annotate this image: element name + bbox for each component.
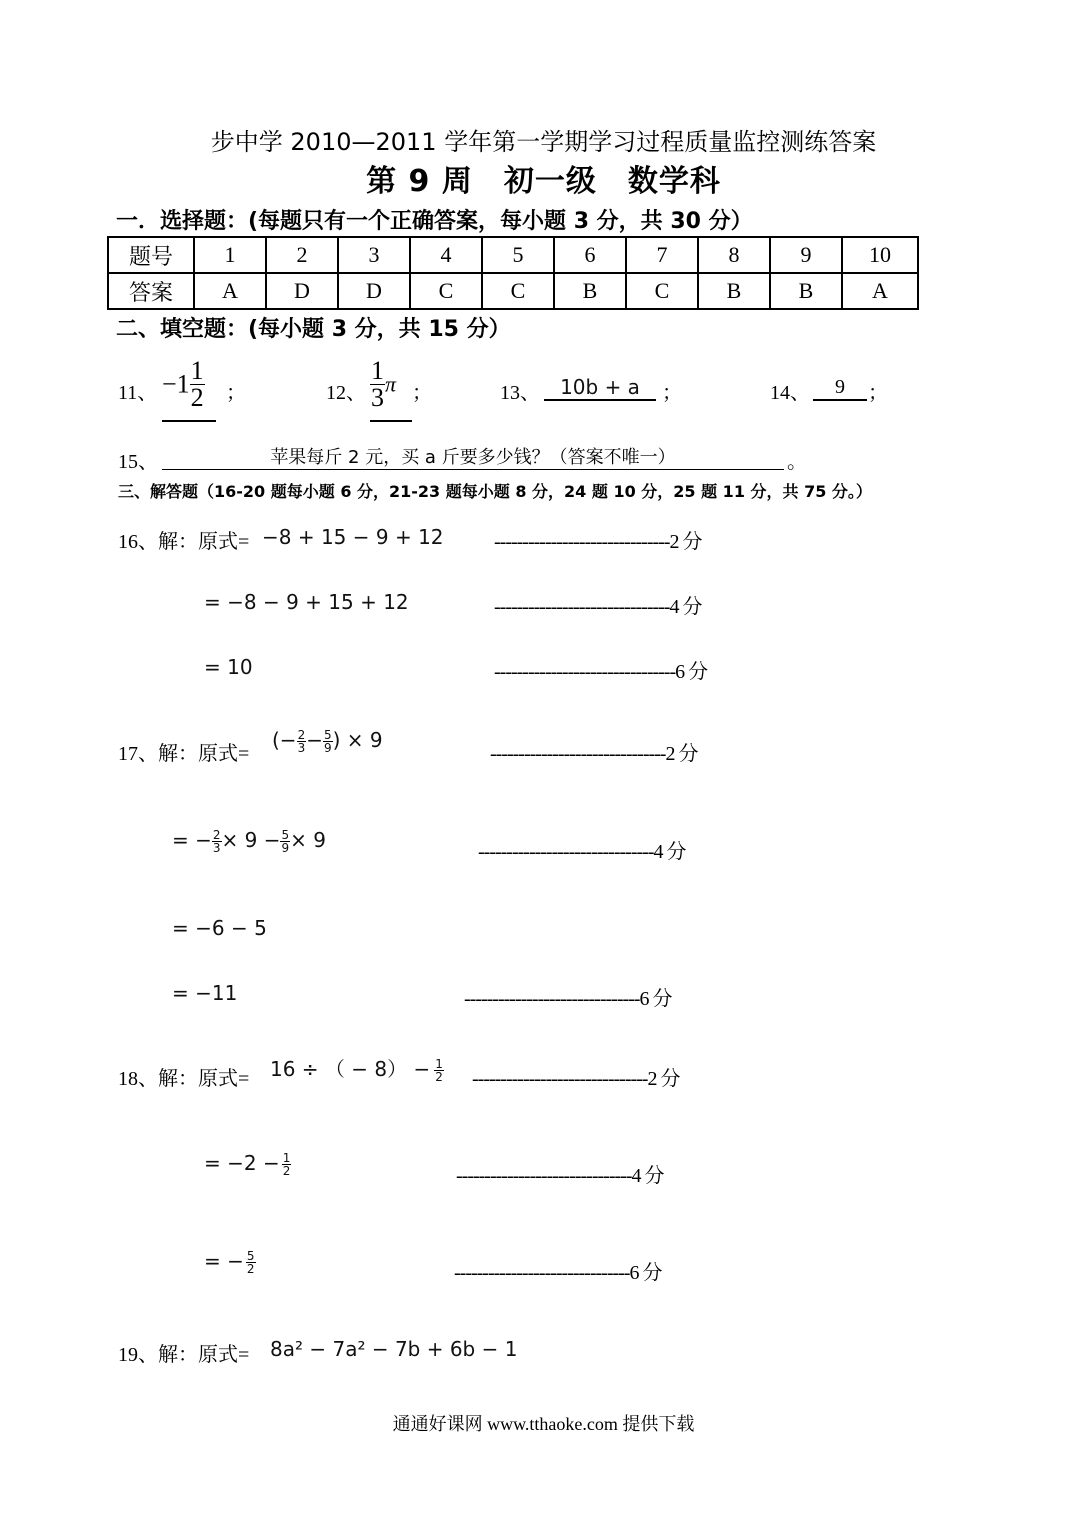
table-cell: C xyxy=(626,273,698,309)
q18-label: 18、解：原式= xyxy=(118,1068,250,1090)
open-paren: (− xyxy=(272,728,297,752)
section3-heading: 三、解答题（16-20 题每小题 6 分，21-23 题每小题 8 分，24 题 10 分，25 题 11 分，共 75 分。） xyxy=(118,482,872,501)
row-label-answer: 答案 xyxy=(108,273,194,309)
answer-table xyxy=(107,236,919,310)
expression: = − xyxy=(204,1249,244,1273)
q19-label: 19、解：原式= xyxy=(118,1344,250,1366)
denominator: 2 xyxy=(282,1164,291,1178)
q16-line2: = −8 − 9 + 15 + 12 xyxy=(204,590,409,614)
q11-fraction xyxy=(190,358,205,411)
table-cell: C xyxy=(410,273,482,309)
q12-fraction xyxy=(370,358,385,411)
q14-number: 14、 xyxy=(770,382,810,404)
q11-whole: −1 xyxy=(162,369,190,399)
fraction xyxy=(282,1152,292,1177)
denominator: 2 xyxy=(435,1070,443,1084)
eq-minus: = − xyxy=(172,828,212,852)
table-cell: D xyxy=(266,273,338,309)
q11-answer xyxy=(162,358,216,422)
pi-symbol: π xyxy=(385,371,397,397)
q12-answer xyxy=(370,358,412,422)
table-cell: 7 xyxy=(626,237,698,273)
table-row-answers xyxy=(108,273,918,309)
table-cell: A xyxy=(842,273,918,309)
numerator: 5 xyxy=(281,828,290,842)
table-cell: C xyxy=(482,273,554,309)
fraction xyxy=(323,729,333,754)
section2-heading: 二、填空题：(每小题 3 分，共 15 分） xyxy=(116,317,511,342)
denominator: 3 xyxy=(371,383,384,412)
q17-label: 17、解：原式= xyxy=(118,743,250,765)
q11-number: 11、 xyxy=(118,382,158,404)
table-cell: D xyxy=(338,273,410,309)
q16-points1: -------------------------------2 分 xyxy=(494,531,702,553)
q18-points3: -------------------------------6 分 xyxy=(454,1262,662,1284)
q12-tail: ； xyxy=(412,382,432,404)
q17-line2 xyxy=(172,828,326,854)
numerator: 1 xyxy=(371,356,384,385)
footer-text: 通通好课网 www.tthaoke.com 提供下载 xyxy=(392,1414,695,1434)
expression: 16 ÷ （ − 8） − xyxy=(270,1057,431,1081)
table-cell: A xyxy=(194,273,266,309)
table-cell: B xyxy=(554,273,626,309)
denominator: 3 xyxy=(297,741,306,755)
expression: = −2 − xyxy=(204,1151,280,1175)
q16-points3: --------------------------------6 分 xyxy=(494,661,708,683)
q11-tail: ； xyxy=(226,382,246,404)
times-nine: × 9 xyxy=(290,828,326,852)
page-subtitle: 第 9 周 初一级 数学科 xyxy=(366,164,721,199)
numerator: 1 xyxy=(435,1057,443,1071)
q15-tail: 。 xyxy=(787,451,807,473)
q17-points1: -------------------------------2 分 xyxy=(490,743,698,765)
numerator: 5 xyxy=(246,1249,255,1263)
q17-line4: = −11 xyxy=(172,981,238,1005)
denominator: 2 xyxy=(246,1262,255,1276)
minus-sign: − xyxy=(306,728,323,752)
fraction xyxy=(212,829,222,854)
q18-line3 xyxy=(204,1249,256,1275)
numerator: 5 xyxy=(323,728,332,742)
table-cell: B xyxy=(770,273,842,309)
table-cell: 10 xyxy=(842,237,918,273)
table-cell: 1 xyxy=(194,237,266,273)
fraction xyxy=(246,1250,256,1275)
q16-line3: = 10 xyxy=(204,655,253,679)
q18-points1: -------------------------------2 分 xyxy=(472,1068,680,1090)
table-cell: 8 xyxy=(698,237,770,273)
denominator: 3 xyxy=(212,841,221,855)
page-title: 步中学 2010—2011 学年第一学期学习过程质量监控测练答案 xyxy=(210,128,877,156)
q15-answer: 苹果每斤 2 元，买 a 斤要多少钱？（答案不唯一） xyxy=(162,443,784,470)
q17-line3: = −6 − 5 xyxy=(172,916,267,940)
q14-tail: ； xyxy=(868,382,888,404)
q16-points2: -------------------------------4 分 xyxy=(494,596,702,618)
table-cell: 3 xyxy=(338,237,410,273)
close-paren: ) × 9 xyxy=(332,728,383,752)
table-row-numbers xyxy=(108,237,918,273)
q17-points2: -------------------------------4 分 xyxy=(478,841,686,863)
table-cell: 6 xyxy=(554,237,626,273)
numerator: 1 xyxy=(190,356,204,385)
section1-heading: 一．选择题：(每题只有一个正确答案，每小题 3 分，共 30 分） xyxy=(116,209,753,234)
fraction xyxy=(434,1058,444,1083)
fraction xyxy=(297,729,307,754)
q18-line1 xyxy=(270,1053,444,1083)
q18-line2 xyxy=(204,1151,291,1177)
table-cell: B xyxy=(698,273,770,309)
numerator: 2 xyxy=(212,828,221,842)
q17-points4: -------------------------------6 分 xyxy=(464,988,672,1010)
q14-answer: 9 xyxy=(813,376,867,401)
q17-line1 xyxy=(272,728,383,754)
q15-number: 15、 xyxy=(118,451,158,473)
denominator: 9 xyxy=(281,841,290,855)
times-minus: × 9 − xyxy=(221,828,281,852)
q19-line1: 8a² − 7a² − 7b + 6b − 1 xyxy=(270,1337,518,1361)
q12-number: 12、 xyxy=(326,382,366,404)
denominator: 9 xyxy=(323,741,332,755)
denominator: 2 xyxy=(190,383,204,412)
q16-label: 16、解：原式= xyxy=(118,531,250,553)
fraction xyxy=(280,829,290,854)
row-label-number: 题号 xyxy=(108,237,194,273)
q13-tail: ； xyxy=(662,382,682,404)
numerator: 2 xyxy=(297,728,306,742)
table-cell: 2 xyxy=(266,237,338,273)
table-cell: 4 xyxy=(410,237,482,273)
numerator: 1 xyxy=(282,1151,291,1165)
q16-line1: −8 + 15 − 9 + 12 xyxy=(262,525,444,549)
table-cell: 5 xyxy=(482,237,554,273)
table-cell: 9 xyxy=(770,237,842,273)
q13-number: 13、 xyxy=(500,382,540,404)
q13-answer: 10b + a xyxy=(544,375,656,401)
q18-points2: -------------------------------4 分 xyxy=(456,1165,664,1187)
